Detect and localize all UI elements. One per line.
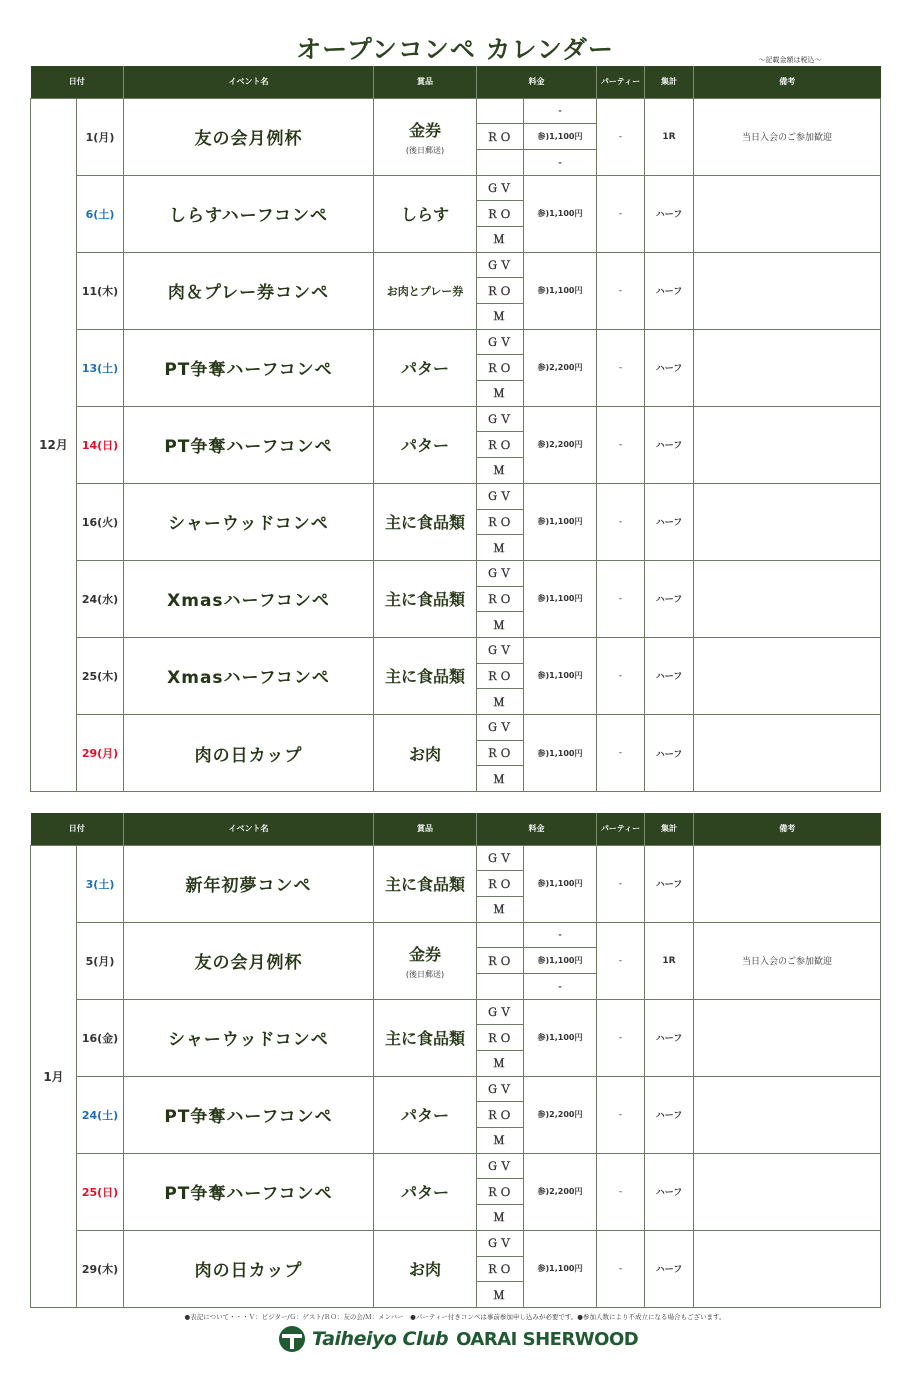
event-note: [694, 999, 881, 1076]
event-name: 肉の日カップ: [124, 715, 374, 792]
club-logo-mark-icon: [278, 1325, 306, 1353]
event-note: 当日入会のご参加歓迎: [694, 922, 881, 999]
event-party: -: [597, 1153, 645, 1230]
prize-text: お肉とプレー券: [386, 284, 464, 298]
event-row: [31, 922, 881, 948]
event-date: 6(土): [77, 175, 124, 252]
logo-course-text: OARAI SHERWOOD: [456, 1328, 639, 1350]
event-fee: 参)1,100円: [524, 948, 597, 974]
player-category: ＲＯ: [477, 1256, 524, 1282]
event-prize: [374, 483, 477, 560]
event-fee: 参)2,200円: [524, 1153, 597, 1230]
prize-text: 主に食品類: [384, 875, 465, 895]
player-category: ＲＯ: [477, 278, 524, 304]
prize-text: 主に食品類: [384, 513, 465, 533]
event-party: -: [597, 406, 645, 483]
event-party: -: [597, 483, 645, 560]
player-category: ＲＯ: [477, 871, 524, 897]
player-category: ＲＯ: [477, 355, 524, 381]
event-note: [694, 483, 881, 560]
event-name: シャーウッドコンペ: [124, 999, 374, 1076]
calendar-table-december: [30, 66, 881, 792]
event-fee: 参)1,100円: [524, 637, 597, 714]
player-category: Ｍ: [477, 226, 524, 252]
event-total: 1R: [645, 922, 694, 999]
event-note: [694, 1076, 881, 1153]
prize-note: (後日郵送): [405, 145, 445, 155]
event-total: ハーフ: [645, 1076, 694, 1153]
event-date: 16(火): [77, 483, 124, 560]
event-fee: 参)2,200円: [524, 406, 597, 483]
event-party: -: [597, 329, 645, 406]
event-note: [694, 175, 881, 252]
event-prize: [374, 845, 477, 922]
event-row: [31, 637, 881, 663]
event-row: [31, 329, 881, 355]
player-category: Ｍ: [477, 304, 524, 330]
event-note: [694, 329, 881, 406]
event-row: [31, 175, 881, 201]
event-total: ハーフ: [645, 999, 694, 1076]
event-date: 24(土): [77, 1076, 124, 1153]
event-name: シャーウッドコンペ: [124, 483, 374, 560]
event-prize: [374, 922, 477, 999]
month-label: 1月: [31, 845, 77, 1307]
event-total: ハーフ: [645, 845, 694, 922]
prize-text: 主に食品類: [384, 590, 465, 610]
event-date: 13(土): [77, 329, 124, 406]
event-party: -: [597, 252, 645, 329]
header-party: パーティー: [597, 813, 645, 845]
event-total: ハーフ: [645, 637, 694, 714]
header-fee: 料金: [477, 66, 597, 98]
player-category-blank: [477, 98, 524, 124]
event-party: -: [597, 637, 645, 714]
player-category: Ｍ: [477, 612, 524, 638]
player-category: Ｍ: [477, 381, 524, 407]
event-name: PT争奪ハーフコンペ: [124, 1076, 374, 1153]
player-category: ＧＶ: [477, 175, 524, 201]
player-category: ＧＶ: [477, 845, 524, 871]
player-category: Ｍ: [477, 766, 524, 792]
event-date: 14(日): [77, 406, 124, 483]
event-total: ハーフ: [645, 715, 694, 792]
event-name: 友の会月例杯: [124, 922, 374, 999]
page-title: オープンコンペ カレンダー: [296, 35, 614, 64]
player-category: Ｍ: [477, 535, 524, 561]
event-party: -: [597, 560, 645, 637]
event-prize: [374, 329, 477, 406]
event-party: -: [597, 922, 645, 999]
header-note: 備考: [694, 66, 881, 98]
event-row: [31, 1076, 881, 1102]
event-fee: 参)1,100円: [524, 999, 597, 1076]
event-prize: [374, 560, 477, 637]
player-category: ＲＯ: [477, 1179, 524, 1205]
table-header-row: [31, 813, 881, 845]
prize-text: パター: [400, 1106, 449, 1126]
event-prize: [374, 98, 477, 175]
header-party: パーティー: [597, 66, 645, 98]
event-fee: 参)1,100円: [524, 124, 597, 150]
event-prize: [374, 1076, 477, 1153]
player-category: Ｍ: [477, 458, 524, 484]
event-row: [31, 483, 881, 509]
header-prize: 賞品: [374, 66, 477, 98]
fee-dash: -: [524, 922, 597, 948]
event-party: -: [597, 175, 645, 252]
event-note: [694, 845, 881, 922]
player-category: ＧＶ: [477, 1230, 524, 1256]
event-fee: 参)1,100円: [524, 175, 597, 252]
event-note: [694, 715, 881, 792]
event-party: -: [597, 715, 645, 792]
calendar-table-january: [30, 813, 881, 1308]
player-category: ＧＶ: [477, 252, 524, 278]
event-prize: [374, 1153, 477, 1230]
event-fee: 参)1,100円: [524, 483, 597, 560]
event-date: 29(月): [77, 715, 124, 792]
event-name: PT争奪ハーフコンペ: [124, 329, 374, 406]
event-date: 29(木): [77, 1230, 124, 1307]
fee-dash: -: [524, 149, 597, 175]
event-name: Xmasハーフコンペ: [124, 637, 374, 714]
player-category-blank: [477, 149, 524, 175]
player-category: ＧＶ: [477, 560, 524, 586]
event-name: しらすハーフコンペ: [124, 175, 374, 252]
event-prize: [374, 715, 477, 792]
event-name: PT争奪ハーフコンペ: [124, 1153, 374, 1230]
header-total: 集計: [645, 66, 694, 98]
player-category: ＲＯ: [477, 432, 524, 458]
event-total: ハーフ: [645, 175, 694, 252]
event-name: 新年初夢コンペ: [124, 845, 374, 922]
event-note: [694, 1230, 881, 1307]
event-fee: 参)1,100円: [524, 1230, 597, 1307]
header-date: 日付: [31, 66, 124, 98]
player-category: ＧＶ: [477, 483, 524, 509]
player-category: ＧＶ: [477, 999, 524, 1025]
player-category: Ｍ: [477, 1282, 524, 1308]
player-category: ＧＶ: [477, 406, 524, 432]
event-date: 3(土): [77, 845, 124, 922]
event-party: -: [597, 98, 645, 175]
month-label: 12月: [31, 98, 77, 792]
prize-text: しらす: [400, 205, 449, 225]
player-category: ＲＯ: [477, 586, 524, 612]
prize-note: (後日郵送): [405, 969, 445, 979]
event-note: [694, 252, 881, 329]
event-row: [31, 406, 881, 432]
prize-text: パター: [400, 359, 449, 379]
logo-brand-text: Taiheiyo Club: [312, 1328, 449, 1350]
header-total: 集計: [645, 813, 694, 845]
player-category: Ｍ: [477, 689, 524, 715]
event-row: [31, 98, 881, 124]
player-category-blank: [477, 973, 524, 999]
fee-dash: -: [524, 973, 597, 999]
event-date: 25(木): [77, 637, 124, 714]
event-party: -: [597, 1076, 645, 1153]
prize-text: 主に食品類: [384, 667, 465, 687]
event-note: 当日入会のご参加歓迎: [694, 98, 881, 175]
header-date: 日付: [31, 813, 124, 845]
player-category: ＧＶ: [477, 1076, 524, 1102]
event-prize: [374, 175, 477, 252]
player-category: Ｍ: [477, 1051, 524, 1077]
event-fee: 参)2,200円: [524, 1076, 597, 1153]
event-date: 5(月): [77, 922, 124, 999]
header-fee: 料金: [477, 813, 597, 845]
player-category: ＧＶ: [477, 715, 524, 741]
player-category: ＲＯ: [477, 948, 524, 974]
event-name: 肉の日カップ: [124, 1230, 374, 1307]
prize-text: お肉: [408, 744, 441, 764]
event-name: PT争奪ハーフコンペ: [124, 406, 374, 483]
player-category: ＧＶ: [477, 637, 524, 663]
player-category: ＧＶ: [477, 329, 524, 355]
event-name: 肉＆プレー券コンペ: [124, 252, 374, 329]
prize-text: 金券: [408, 944, 441, 964]
header-note: 備考: [694, 813, 881, 845]
event-note: [694, 406, 881, 483]
event-fee: 参)1,100円: [524, 560, 597, 637]
event-date: 1(月): [77, 98, 124, 175]
event-party: -: [597, 1230, 645, 1307]
fee-dash: -: [524, 98, 597, 124]
event-fee: 参)2,200円: [524, 329, 597, 406]
event-row: [31, 715, 881, 741]
event-prize: [374, 1230, 477, 1307]
event-total: ハーフ: [645, 252, 694, 329]
event-row: [31, 560, 881, 586]
event-row: [31, 1230, 881, 1256]
footnote: ●表記について・・・Ｖ：ビジター/Ｇ：ゲスト/ＲＯ：友の会/Ｍ：メンバー ●パーティー付きコンペは事前参加申し込みが必要です。●参加人数により不成立になる場合もございます。: [184, 1313, 726, 1321]
event-prize: [374, 637, 477, 714]
player-category: ＲＯ: [477, 1102, 524, 1128]
player-category: ＲＯ: [477, 663, 524, 689]
prize-text: パター: [400, 1183, 449, 1203]
event-date: 16(金): [77, 999, 124, 1076]
table-header-row: [31, 66, 881, 98]
player-category-blank: [477, 922, 524, 948]
header-prize: 賞品: [374, 813, 477, 845]
prize-text: お肉: [408, 1260, 441, 1280]
club-logo: [278, 1323, 638, 1355]
event-note: [694, 637, 881, 714]
event-date: 25(日): [77, 1153, 124, 1230]
event-row: [31, 845, 881, 871]
event-total: 1R: [645, 98, 694, 175]
event-total: ハーフ: [645, 406, 694, 483]
event-prize: [374, 406, 477, 483]
event-row: [31, 1153, 881, 1179]
event-date: 11(木): [77, 252, 124, 329]
event-total: ハーフ: [645, 1153, 694, 1230]
event-party: -: [597, 845, 645, 922]
event-note: [694, 560, 881, 637]
player-category: Ｍ: [477, 1128, 524, 1154]
event-prize: [374, 999, 477, 1076]
player-category: ＲＯ: [477, 740, 524, 766]
player-category: Ｍ: [477, 896, 524, 922]
event-party: -: [597, 999, 645, 1076]
event-total: ハーフ: [645, 560, 694, 637]
event-fee: 参)1,100円: [524, 715, 597, 792]
event-name: 友の会月例杯: [124, 98, 374, 175]
player-category: ＲＯ: [477, 201, 524, 227]
prize-text: 金券: [408, 120, 441, 140]
event-total: ハーフ: [645, 483, 694, 560]
event-row: [31, 252, 881, 278]
event-fee: 参)1,100円: [524, 252, 597, 329]
event-date: 24(水): [77, 560, 124, 637]
event-row: [31, 999, 881, 1025]
player-category: ＲＯ: [477, 509, 524, 535]
header-event-name: イベント名: [124, 813, 374, 845]
prize-text: 主に食品類: [384, 1029, 465, 1049]
event-total: ハーフ: [645, 1230, 694, 1307]
player-category: Ｍ: [477, 1205, 524, 1231]
player-category: ＧＶ: [477, 1153, 524, 1179]
header-event-name: イベント名: [124, 66, 374, 98]
event-total: ハーフ: [645, 329, 694, 406]
event-prize: [374, 252, 477, 329]
event-name: Xmasハーフコンペ: [124, 560, 374, 637]
tax-note: ～記載金額は税込～: [758, 56, 822, 64]
player-category: ＲＯ: [477, 124, 524, 150]
event-note: [694, 1153, 881, 1230]
event-fee: 参)1,100円: [524, 845, 597, 922]
player-category: ＲＯ: [477, 1025, 524, 1051]
prize-text: パター: [400, 436, 449, 456]
